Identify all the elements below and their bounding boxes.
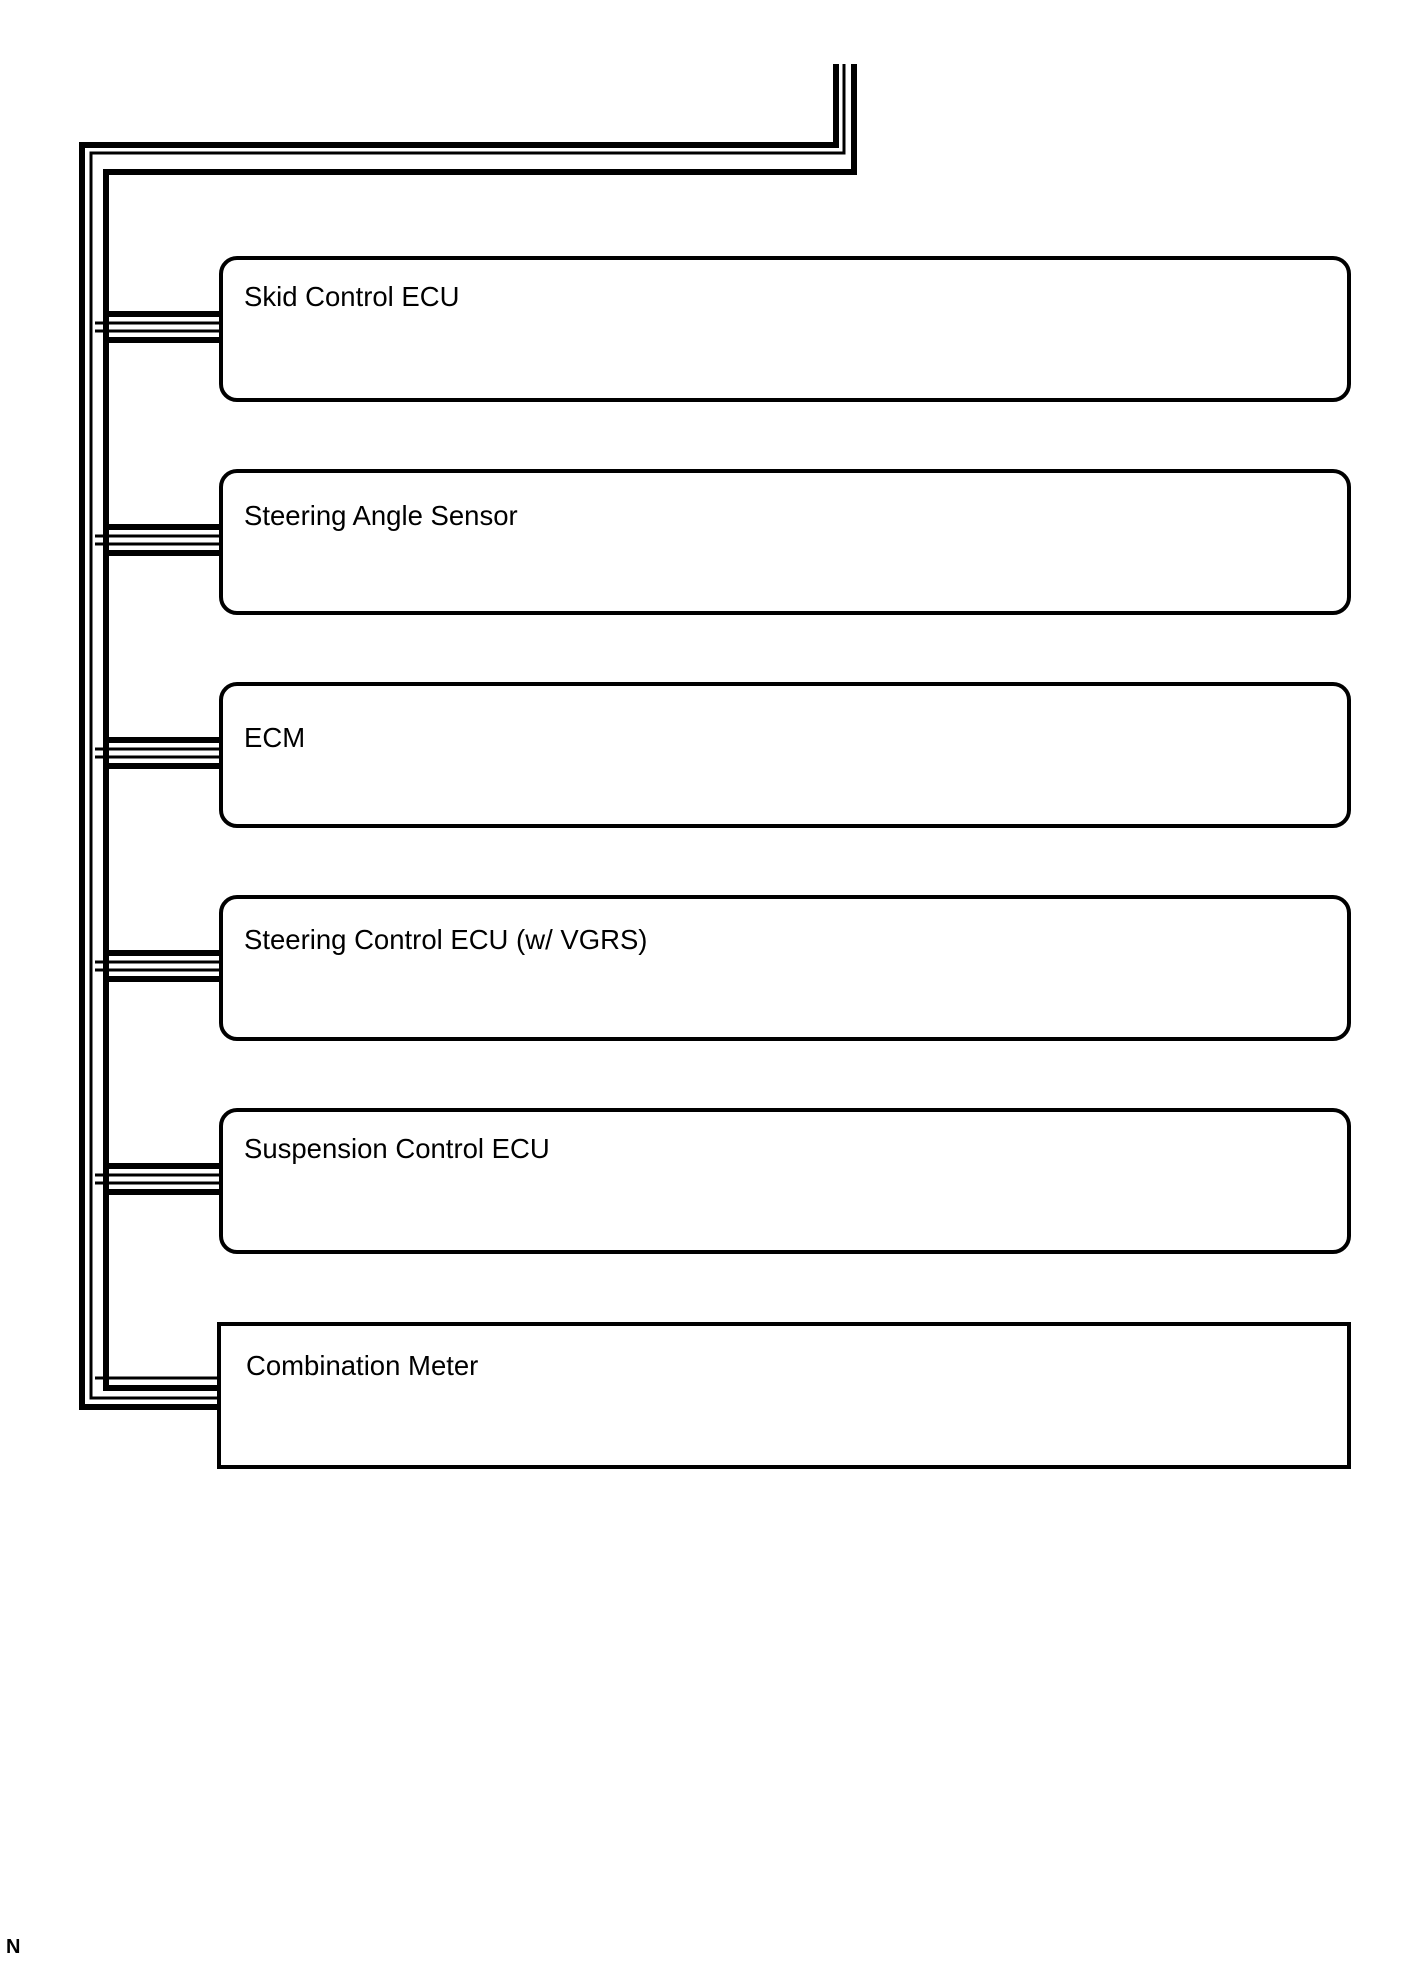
component-skid-control-ecu: [221, 258, 1349, 400]
component-steering-angle-sensor: [221, 471, 1349, 613]
branch-suspension-control-ecu: [95, 1175, 220, 1388]
component-label: Steering Angle Sensor: [244, 500, 518, 531]
component-label: Combination Meter: [246, 1350, 479, 1381]
branch-steering-angle-sensor: [95, 536, 220, 740]
component-label: Suspension Control ECU: [244, 1133, 550, 1164]
component-boxes: [219, 258, 1349, 1467]
branch-steering-control-ecu: [95, 962, 220, 1166]
branch-loops: [95, 314, 220, 1388]
component-label: ECM: [244, 722, 306, 753]
component-label: Steering Control ECU (w/ VGRS): [244, 924, 648, 955]
component-ecm: [221, 684, 1349, 826]
corner-letter: N: [6, 1936, 21, 1958]
component-steering-control-ecu: [221, 897, 1349, 1039]
branch-skid-control-ecu: [95, 314, 220, 527]
branch-ecm: [95, 749, 220, 953]
component-label: Skid Control ECU: [244, 281, 460, 312]
component-combination-meter: [219, 1324, 1349, 1467]
component-suspension-control-ecu: [221, 1110, 1349, 1252]
